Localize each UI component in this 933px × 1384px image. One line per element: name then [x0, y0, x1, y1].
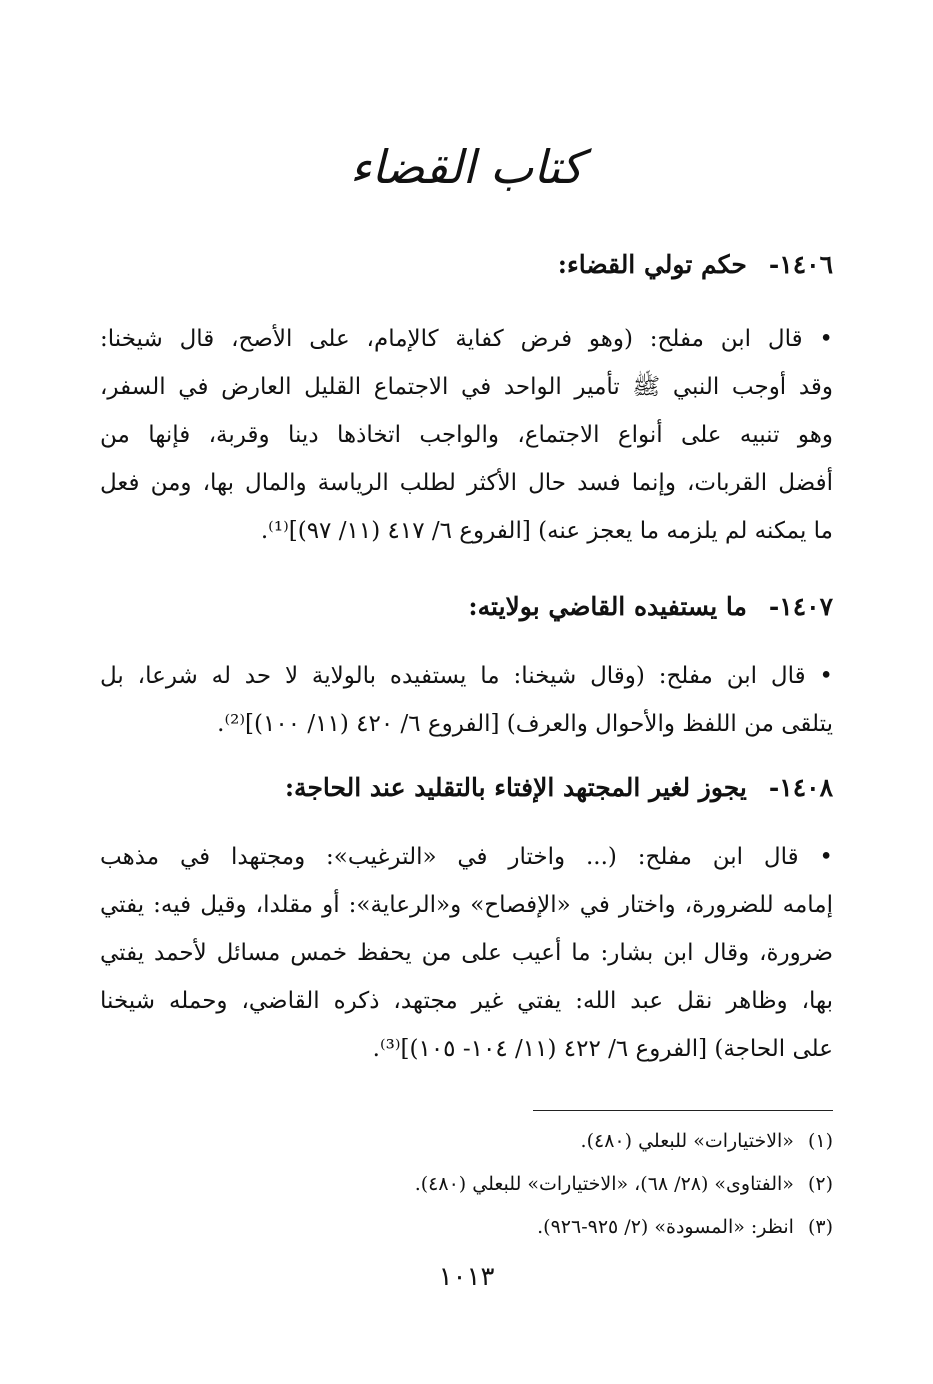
paragraph-line: ضرورة، وقال ابن بشار: ما أعيب على من يحفظ خمس مسائل لأحمد يفتي: [100, 940, 833, 966]
footnote-number: (١): [807, 1130, 833, 1152]
footnote-text: انظر: «المسودة» (٢/ ٩٢٥-٩٢٦).: [537, 1216, 794, 1238]
footnote-number: (٢): [807, 1173, 833, 1195]
paragraph-line: • قال ابن مفلح: (... واختار في «الترغيب»: ومجتهدا في مذهب: [100, 844, 833, 870]
section-number: ١٤٠٨-: [768, 773, 833, 802]
footnote-text: «الاختيارات» للبعلي (٤٨٠).: [580, 1130, 794, 1152]
paragraph-line: يتلقى من اللفظ والأحوال والعرف) [الفروع ٦/ ٤٢٠ (١١/ ١٠٠)]⁽²⁾.: [217, 711, 833, 737]
footnote: [100, 1216, 833, 1238]
page-number: ١٠١٣: [438, 1262, 495, 1292]
paragraph-line: وهو تنبيه على أنواع الاجتماع، والواجب اتخاذها دينا وقربة، فإنها من: [100, 422, 833, 448]
paragraph-line: وقد أوجب النبي ﷺ تأمير الواحد في الاجتماع القليل العارض في السفر،: [100, 374, 833, 400]
section-title: حكم تولي القضاء:: [557, 250, 747, 279]
footnote: [100, 1130, 833, 1152]
footnote: [100, 1173, 833, 1195]
section-title: يجوز لغير المجتهد الإفتاء بالتقليد عند الحاجة:: [284, 773, 747, 802]
paragraph-line: على الحاجة) [الفروع ٦/ ٤٢٢ (١١/ ١٠٤- ١٠٥)]⁽³⁾.: [372, 1036, 833, 1062]
footnote-divider: [533, 1110, 833, 1111]
section-number: ١٤٠٧-: [768, 592, 833, 621]
section-paragraph: [100, 315, 833, 555]
book-title: كتاب القضاء: [349, 140, 584, 194]
footnote-number: (٣): [807, 1216, 833, 1238]
paragraph-line: بها، وظاهر نقل عبد الله: يفتي غير مجتهد، ذكره القاضي، وحمله شيخنا: [100, 988, 833, 1014]
paragraph-line: • قال ابن مفلح: (وهو فرض كفاية كالإمام، على الأصح، قال شيخنا:: [100, 326, 833, 352]
section-heading: [93, 773, 833, 802]
section-title: ما يستفيده القاضي بولايته:: [468, 592, 747, 621]
paragraph-line: إمامه للضرورة، واختار في «الإفصاح» و«الرعاية»: أو مقلدا، وقيل فيه: يفتي: [100, 892, 833, 918]
section-paragraph: [100, 652, 833, 748]
paragraph-line: • قال ابن مفلح: (وقال شيخنا: ما يستفيده بالولاية لا حد له شرعا، بل: [100, 663, 833, 689]
section-number: ١٤٠٦-: [768, 250, 833, 279]
paragraph-line: ما يمكنه لم يلزمه ما يعجز عنه) [الفروع ٦/ ٤١٧ (١١/ ٩٧)]⁽¹⁾.: [260, 518, 833, 544]
section-heading: [93, 592, 833, 621]
paragraph-line: أفضل القربات، وإنما فسد حال الأكثر لطلب الرياسة والمال بها، ومن فعل: [100, 470, 833, 496]
section-heading: [93, 250, 833, 279]
section-paragraph: [100, 833, 833, 1073]
footnote-text: «الفتاوى» (٢٨/ ٦٨)، «الاختيارات» للبعلي (٤٨٠).: [414, 1173, 794, 1195]
